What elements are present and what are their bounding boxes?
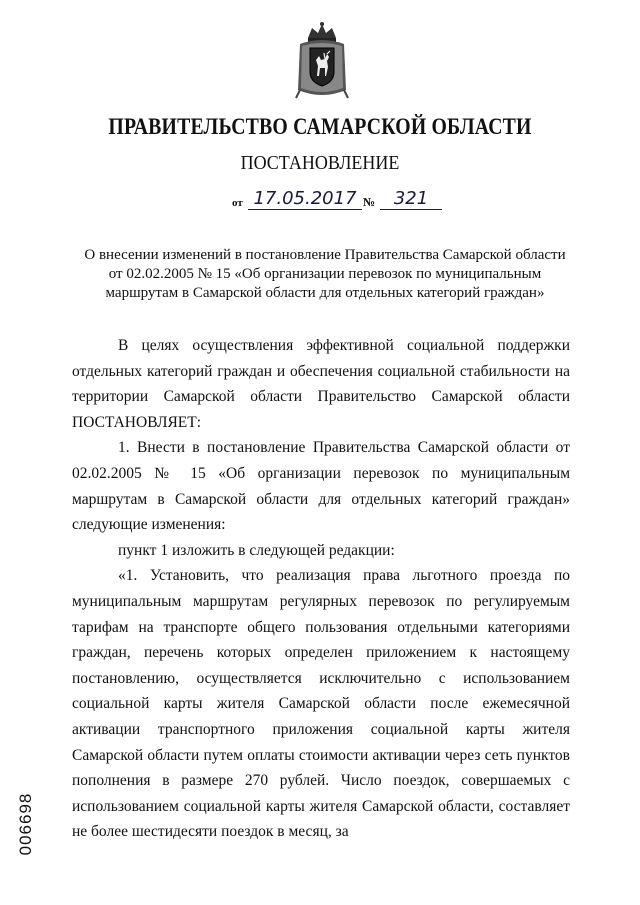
document-number: 321 — [380, 188, 442, 210]
date-prefix: от — [232, 197, 243, 209]
stamp-number: 006698 — [16, 792, 35, 856]
preamble-paragraph: В целях осуществления эффективной социальной поддержки отдельных категорий граждан и обеспечения социальной стабильности на территории Самарской области Правительство Самарской области ПОСТАНОВЛЯЕТ: — [72, 337, 570, 431]
number-prefix: № — [363, 195, 376, 209]
document-type: ПОСТАНОВЛЕНИЕ — [240, 152, 400, 174]
date-number-line — [232, 188, 442, 216]
subject-line: маршрутам в Самарской области для отдельных категорий граждан» — [105, 285, 545, 301]
coat-of-arms-icon — [294, 20, 350, 100]
subject-line: О внесении изменений в постановление Правительства Самарской области — [84, 247, 566, 263]
item-1-sub-paragraph: пункт 1 изложить в следующей редакции: — [118, 541, 395, 559]
document-subject — [70, 246, 580, 303]
quoted-paragraph: «1. Установить, что реализация права льготного проезда по муниципальным маршрутам регулярных перевозок по регулируемым тарифам на транспорте общего пользования отдельными категориями граждан, перечень которых определен приложением к настоящему постановлению, осуществляется исключительно с использованием социальной карты жителя Самарской области после ежемесячной активации транспортного приложения социальной карты жителя Самарской области путем оплаты стоимости активации через сеть пунктов пополнения в размере 270 рублей. Число поездок, совершаемых с использованием социальной карты жителя Самарской области, составляет не более шестидесяти поездок в месяц, за — [72, 567, 570, 841]
subject-line: от 02.02.2005 № 15 «Об организации перевозок по муниципальным — [108, 266, 542, 282]
item-1-paragraph: 1. Внести в постановление Правительства Самарской области от 02.02.2005 № 15 «Об организации перевозок по муниципальным маршрутам в Самарской области для отдельных категорий граждан» следующие изменения: — [72, 439, 570, 534]
document-body — [72, 333, 570, 845]
registration-stamp — [10, 782, 40, 874]
government-title: ПРАВИТЕЛЬСТВО САМАРСКОЙ ОБЛАСТИ — [108, 114, 532, 139]
document-date: 17.05.2017 — [248, 188, 362, 210]
